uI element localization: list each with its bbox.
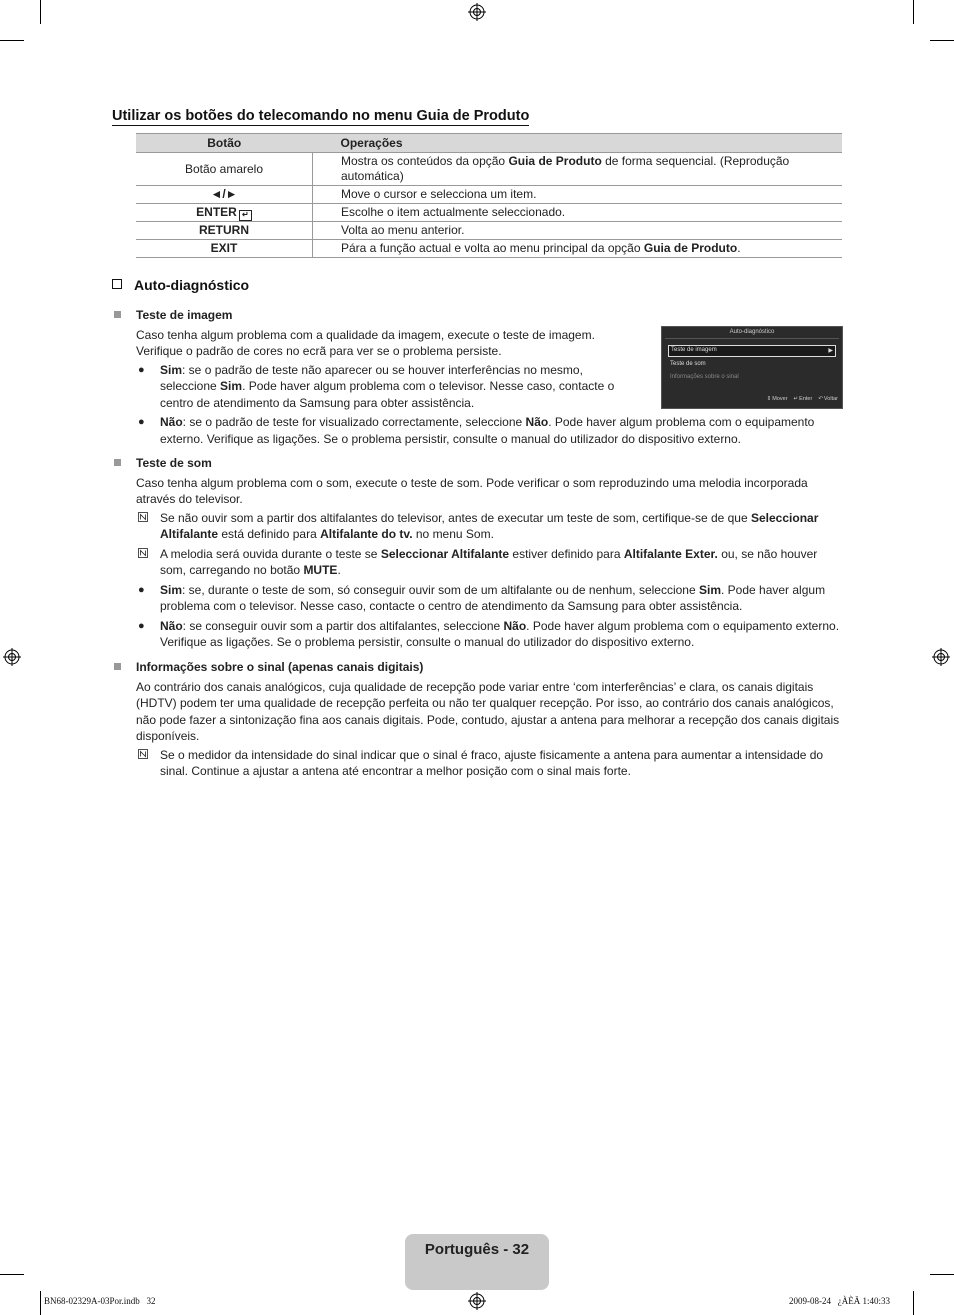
table-row bbox=[136, 222, 842, 240]
bullet-dot-icon: ● bbox=[138, 416, 145, 428]
op-text: de forma sequencial. (Reprodução automática) bbox=[341, 154, 790, 183]
subsection-title bbox=[112, 277, 249, 293]
table-row bbox=[136, 240, 842, 258]
note-keyword: Altifalante Exter. bbox=[623, 546, 718, 561]
info-sinal-paragraph: Ao contrário dos canais analógicos, cuja qualidade de recepção pode variar entre ‘com interferências’ e clara, os canais digitais (HDTV) podem ter uma qualidade de recepção perfeita ou não ter qualquer recepção. Por isso, ao contrário dos canais analógicos, não pode fazer a sintonização fina aos canais digitais. Pode, contudo, ajustar a antena para melhorar a recepção dos canais digitais disponíveis. bbox=[136, 679, 840, 743]
bullet-keyword: Sim bbox=[220, 379, 243, 393]
crop-mark bbox=[40, 0, 41, 24]
enter-icon: ↵ bbox=[239, 210, 252, 221]
table-cell-button: RETURN bbox=[136, 222, 313, 240]
bullet-dot-icon: ● bbox=[138, 583, 145, 596]
square-bullet-icon bbox=[114, 663, 121, 670]
note-item bbox=[112, 546, 842, 579]
bullet-keyword: Não bbox=[525, 415, 549, 429]
table-cell-operation bbox=[313, 240, 843, 258]
table-cell-operation bbox=[313, 186, 843, 204]
table-cell-button: EXIT bbox=[136, 240, 313, 258]
op-text: Volta ao menu anterior. bbox=[341, 223, 465, 237]
table-row bbox=[136, 204, 842, 222]
heading-label: Teste de som bbox=[136, 456, 212, 470]
note-text: Se não ouvir som a partir dos altifalantes do televisor, antes de executar um teste de som, certifique-se de que bbox=[160, 510, 751, 525]
table-cell-operation bbox=[313, 222, 843, 240]
crop-mark bbox=[40, 1291, 41, 1315]
note-text: . bbox=[337, 563, 341, 577]
note-keyword: MUTE bbox=[303, 563, 338, 577]
registration-mark-icon bbox=[468, 1292, 486, 1310]
table-row bbox=[136, 186, 842, 204]
note-text: ou, se não houver som, carregando no botão bbox=[160, 546, 818, 577]
crop-mark bbox=[0, 1274, 24, 1275]
table-cell-operation bbox=[313, 204, 843, 222]
teste-imagem-paragraph: Caso tenha algum problema com a qualidade da imagem, execute o teste de imagem. Verifique o padrão de cores no ecrã para ver se o problema persiste. bbox=[136, 327, 595, 358]
return-icon: ↶ bbox=[818, 396, 823, 402]
heading-label: Teste de imagem bbox=[136, 308, 233, 322]
osd-title: Auto-diagnóstico bbox=[729, 329, 775, 335]
op-text: Escolhe o item actualmente seleccionado. bbox=[341, 205, 566, 219]
table-row bbox=[136, 153, 842, 186]
bullet-keyword: Não bbox=[503, 618, 527, 633]
osd-footer-label: Mover bbox=[772, 396, 788, 402]
note-text: no menu Som. bbox=[412, 527, 494, 541]
print-slug-left: BN68-02329A-03Por.indb 32 bbox=[44, 1296, 156, 1306]
registration-mark-icon bbox=[3, 648, 21, 666]
list-item bbox=[112, 582, 842, 615]
osd-item-selected bbox=[668, 345, 836, 357]
bullet-text: : se conseguir ouvir som a partir dos altifalantes, seleccione bbox=[182, 618, 504, 633]
enter-label: ENTER bbox=[196, 205, 237, 219]
bullet-keyword: Não bbox=[160, 618, 183, 633]
square-bullet-icon bbox=[114, 311, 121, 318]
osd-divider bbox=[665, 338, 839, 339]
osd-item: Teste de som bbox=[670, 361, 706, 367]
op-text: Move o cursor e selecciona um item. bbox=[341, 187, 537, 201]
teste-som-heading bbox=[112, 455, 842, 472]
bullet-keyword: Não bbox=[160, 415, 183, 429]
op-keyword: Guia de Produto bbox=[643, 241, 738, 255]
bullet-keyword: Sim bbox=[160, 582, 183, 597]
teste-som-paragraph: Caso tenha algum problema com o som, execute o teste de som. Pode verificar o som reproduzindo uma melodia incorporada através do televisor. bbox=[136, 475, 808, 506]
bullet-dot-icon: ● bbox=[138, 363, 145, 376]
move-icon: ⇕ bbox=[766, 396, 772, 402]
bullet-text: : se o padrão de teste não aparecer ou se houver interferências no mesmo, seleccione bbox=[160, 362, 583, 393]
osd-footer-label: Enter bbox=[799, 396, 813, 402]
op-text: Pára a função actual e volta ao menu principal da opção bbox=[341, 241, 644, 255]
op-keyword: Guia de Produto bbox=[508, 154, 602, 168]
bullet-text: . Pode haver algum problema com o televisor. Nesse caso, contacte o centro de atendimento da Samsung para obter assistência. bbox=[160, 379, 615, 410]
note-icon bbox=[138, 749, 148, 759]
osd-footer bbox=[761, 396, 838, 402]
heading-label: Informações sobre o sinal (apenas canais digitais) bbox=[136, 660, 424, 674]
bullet-keyword: Sim bbox=[160, 362, 183, 377]
buttons-table bbox=[136, 133, 842, 258]
teste-som-section bbox=[112, 455, 842, 654]
column-header-button: Botão bbox=[136, 134, 313, 153]
bullet-keyword: Sim bbox=[698, 582, 721, 597]
note-icon bbox=[138, 548, 148, 558]
bullet-text: . Pode haver algum problema com o equipamento externo. Verifique as ligações. Se o problema persistir, consulte o manual do utilizador do dispositivo externo. bbox=[160, 415, 815, 446]
table-header-row bbox=[136, 134, 842, 153]
registration-mark-icon bbox=[468, 3, 486, 21]
bullet-text: : se, durante o teste de som, só conseguir ouvir som de um altifalante ou de nenhum, seleccione bbox=[182, 582, 699, 597]
enter-icon: ↵ bbox=[793, 396, 799, 402]
note-icon bbox=[138, 512, 148, 522]
table-cell-button bbox=[136, 204, 313, 222]
crop-mark bbox=[930, 1274, 954, 1275]
crop-mark bbox=[913, 1291, 914, 1315]
section-title: Utilizar os botões do telecomando no menu Guia de Produto bbox=[112, 108, 530, 124]
note-keyword: Altifalante do tv. bbox=[320, 527, 413, 541]
list-item bbox=[112, 618, 842, 651]
note-item bbox=[112, 747, 842, 780]
info-sinal-heading bbox=[112, 659, 842, 676]
note-text: A melodia será ouvida durante o teste se bbox=[160, 546, 381, 561]
note-text: Se o medidor da intensidade do sinal indicar que o sinal é fraco, ajuste fisicamente a antena para aumentar a intensidade do sinal. Continue a ajustar a antena até encontrar a melhor posição com o sinal mais forte. bbox=[160, 747, 824, 778]
list-item bbox=[112, 414, 842, 447]
table-cell-button: ◄/► bbox=[136, 186, 313, 204]
note-text: estiver definido para bbox=[509, 546, 624, 561]
note-keyword: Seleccionar Altifalante bbox=[380, 546, 510, 561]
bullet-text: : se o padrão de teste for visualizado correctamente, seleccione bbox=[182, 415, 526, 429]
note-text: está definido para bbox=[218, 527, 321, 541]
osd-item-label: Teste de imagem bbox=[671, 347, 717, 353]
note-item bbox=[112, 510, 842, 543]
list-item bbox=[112, 362, 630, 412]
teste-imagem-heading bbox=[112, 307, 842, 324]
osd-footer-label: Voltar bbox=[823, 396, 838, 402]
bullet-text: . Pode haver algum problema com o televisor. Nesse caso, contacte o centro de atendimento da Samsung para obter assistência. bbox=[160, 582, 826, 613]
arrow-right-icon: ▶ bbox=[828, 348, 833, 354]
op-text: . bbox=[737, 241, 741, 255]
osd-item-disabled: Informações sobre o sinal bbox=[670, 374, 739, 380]
crop-mark bbox=[930, 40, 954, 41]
subsection-label: Auto-diagnóstico bbox=[134, 277, 250, 293]
crop-mark bbox=[0, 40, 24, 41]
bullet-dot-icon: ● bbox=[138, 619, 145, 632]
bullet-text: . Pode haver algum problema com o equipamento externo. Verifique as ligações. Se o problema persistir, consulte o manual do utilizador do dispositivo externo. bbox=[160, 618, 840, 649]
info-sinal-section bbox=[112, 659, 842, 783]
note-keyword: Seleccionar Altifalante bbox=[160, 510, 819, 541]
column-header-operations: Operações bbox=[313, 134, 843, 153]
print-slug-right: 2009-08-24 ¿ÀÈÄ 1:40:33 bbox=[789, 1296, 890, 1306]
square-bullet-icon bbox=[114, 459, 121, 466]
page-number: Português - 32 bbox=[424, 1241, 530, 1258]
table-cell-button: Botão amarelo bbox=[136, 153, 313, 186]
registration-mark-icon bbox=[932, 648, 950, 666]
checkbox-square-icon bbox=[112, 279, 122, 289]
table-cell-operation bbox=[313, 153, 843, 186]
op-text: Mostra os conteúdos da opção bbox=[341, 154, 509, 168]
crop-mark bbox=[913, 0, 914, 24]
osd-screenshot bbox=[661, 326, 843, 409]
